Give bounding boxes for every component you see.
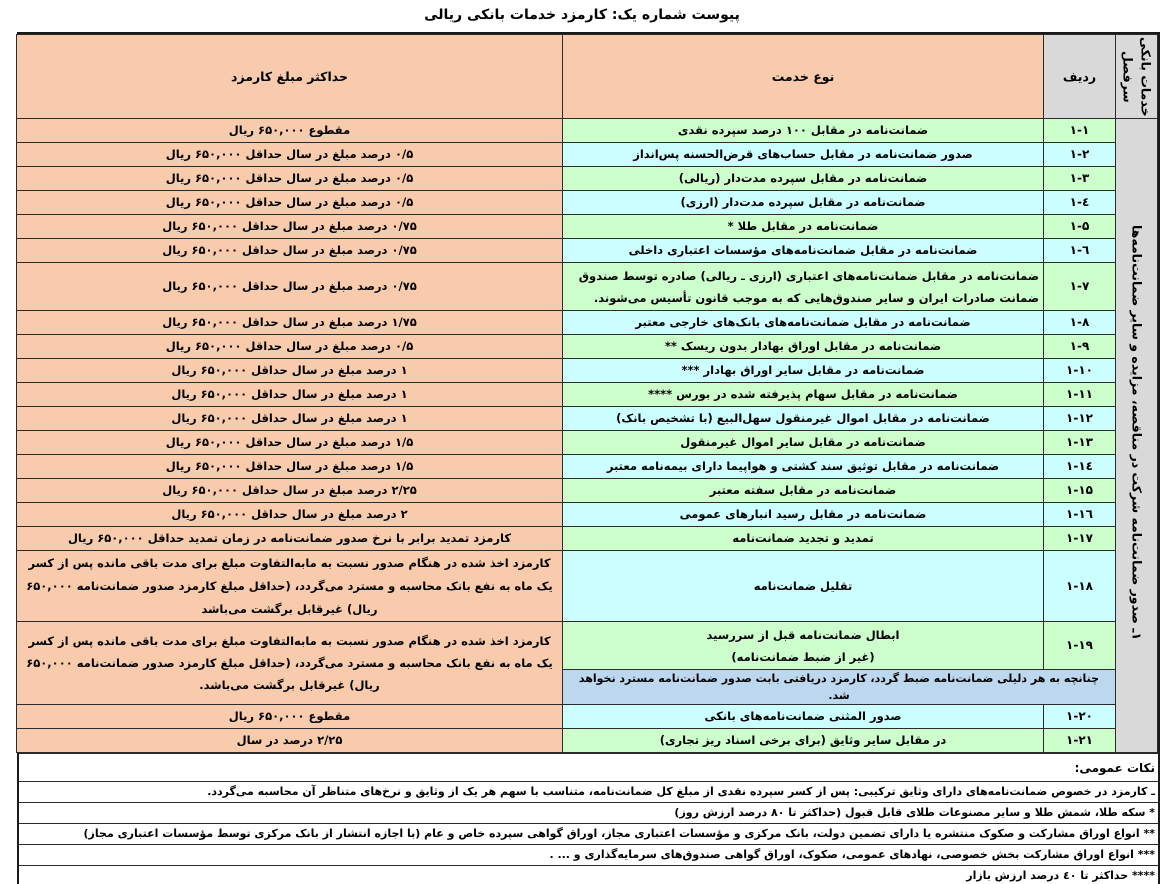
- table-row: [17, 215, 1158, 239]
- row-id: ۱-۱۵: [1044, 479, 1116, 503]
- table-row: [17, 167, 1158, 191]
- row-id: ۱-۱۰: [1044, 359, 1116, 383]
- fee-cell: مقطوع ۶۵۰,۰۰۰ ریال: [17, 119, 563, 143]
- service-cell: ضمانت‌نامه در مقابل اموال غیرمنقول سهل‌البیع (با تشخیص بانک): [563, 407, 1044, 431]
- general-note: *** انواع اوراق مشارکت بخش خصوصی، نهادهای عمومی، صکوک، اوراق گواهی صندوق‌های سرمایه‌گذاری و ... .: [19, 844, 1158, 865]
- service-line: ابطال ضمانت‌نامه قبل از سررسید: [706, 627, 900, 642]
- fee-cell: ۱/۷۵ درصد مبلغ در سال حداقل ۶۵۰,۰۰۰ ریال: [17, 311, 563, 335]
- row-id: ۱-۱٦: [1044, 503, 1116, 527]
- header-max-fee: حداکثر مبلغ کارمزد: [17, 35, 563, 119]
- service-cell: ضمانت‌نامه در مقابل سایر اموال غیرمنقول: [563, 431, 1044, 455]
- row-id: ۱-۱۲: [1044, 407, 1116, 431]
- table-row: [17, 622, 1158, 670]
- service-cell: ضمانت‌نامه در مقابل ضمانت‌نامه‌های اعتباری (ارزی ـ ریالی) صادره توسط صندوق ضمانت صادرات ایران و سایر صندوق‌هایی که به موجب قانون تأسیس می‌شوند.: [563, 263, 1044, 311]
- fee-cell: کارمزد اخذ شده در هنگام صدور نسبت به مابه‌التفاوت مبلغ برای مدت باقی مانده پس از کسر یک ماه به نفع بانک محاسبه و مسترد می‌گردد، (حداقل مبلغ کارمزد صدور ضمانت‌نامه ۶۵۰,۰۰۰ ریال) غیرقابل برگشت می‌باشد: [17, 551, 563, 622]
- document-title: پیوست شماره یک: کارمزد خدمات بانکی ریالی: [424, 7, 740, 23]
- row-id: ۱-۱۳: [1044, 431, 1116, 455]
- row-id: ۱-۳: [1044, 167, 1116, 191]
- fee-cell: ۱/۵ درصد مبلغ در سال حداقل ۶۵۰,۰۰۰ ریال: [17, 455, 563, 479]
- fee-cell: ۰/۷۵ درصد مبلغ در سال حداقل ۶۵۰,۰۰۰ ریال: [17, 239, 563, 263]
- service-cell: ضمانت‌نامه در مقابل سپرده مدت‌دار (ریالی): [563, 167, 1044, 191]
- fee-cell: ۰/۵ درصد مبلغ در سال حداقل ۶۵۰,۰۰۰ ریال: [17, 191, 563, 215]
- fee-cell: ۰/۷۵ درصد مبلغ در سال حداقل ۶۵۰,۰۰۰ ریال: [17, 215, 563, 239]
- forfeit-note: چنانچه به هر دلیلی ضمانت‌نامه ضبط گردد، کارمزد دریافتی بابت صدور ضمانت‌نامه مسترد نخواهد شد.: [563, 670, 1116, 705]
- category-label: ۱ـ صدور ضمانت‌نامه شرکت در مناقصه، مزایده و سایر ضمانت‌نامه‌ها: [1129, 225, 1145, 641]
- fee-cell: ۲/۲۵ درصد در سال: [17, 729, 563, 753]
- table-row: [17, 729, 1158, 753]
- table-row: [17, 311, 1158, 335]
- general-note: * سکه طلا، شمش طلا و سایر مصنوعات طلای قابل قبول (حداکثر تا ۸۰ درصد ارزش روز): [19, 802, 1158, 823]
- row-id: ۱-۲: [1044, 143, 1116, 167]
- general-notes-heading: نکات عمومی:: [19, 753, 1158, 781]
- table-row: [17, 705, 1158, 729]
- general-note: **** حداکثر تا ٤۰ درصد ارزش بازار: [19, 865, 1158, 884]
- table-row: [17, 407, 1158, 431]
- service-cell: صدور المثنی ضمانت‌نامه‌های بانکی: [563, 705, 1044, 729]
- row-id: ۱-۲۱: [1044, 729, 1116, 753]
- fee-cell: ۰/۷۵ درصد مبلغ در سال حداقل ۶۵۰,۰۰۰ ریال: [17, 263, 563, 311]
- table-row: [17, 119, 1158, 143]
- row-id: ۱-۱۸: [1044, 551, 1116, 622]
- fee-cell: ۲/۲۵ درصد مبلغ در سال حداقل ۶۵۰,۰۰۰ ریال: [17, 479, 563, 503]
- fee-cell: ۱ درصد مبلغ در سال حداقل ۶۵۰,۰۰۰ ریال: [17, 407, 563, 431]
- service-cell: [563, 622, 1044, 670]
- row-id: ۱-۷: [1044, 263, 1116, 311]
- table-row: [17, 191, 1158, 215]
- service-line: (غیر از ضبط ضمانت‌نامه): [731, 649, 875, 664]
- header-category: [1116, 35, 1158, 119]
- row-id: ۱-۱: [1044, 119, 1116, 143]
- service-cell: تقلیل ضمانت‌نامه: [563, 551, 1044, 622]
- service-cell: در مقابل سایر وثایق (برای برخی اسناد ریز تجاری): [563, 729, 1044, 753]
- row-id: ۱-۲۰: [1044, 705, 1116, 729]
- service-cell: ضمانت‌نامه در مقابل ضمانت‌نامه‌های بانک‌های خارجی معتبر: [563, 311, 1044, 335]
- service-cell: ضمانت‌نامه در مقابل ۱۰۰ درصد سپرده نقدی: [563, 119, 1044, 143]
- row-id: ۱-۸: [1044, 311, 1116, 335]
- row-id: ۱-٦: [1044, 239, 1116, 263]
- row-id: ۱-٤: [1044, 191, 1116, 215]
- row-id: ۱-۹: [1044, 335, 1116, 359]
- table-row: [17, 455, 1158, 479]
- fee-cell: ۲ درصد مبلغ در سال حداقل ۶۵۰,۰۰۰ ریال: [17, 503, 563, 527]
- row-id: ۱-۱۷: [1044, 527, 1116, 551]
- table-row: [17, 527, 1158, 551]
- table-row: [17, 479, 1158, 503]
- service-cell: ضمانت‌نامه در مقابل سایر اوراق بهادار ***: [563, 359, 1044, 383]
- service-cell: ضمانت‌نامه در مقابل سپرده مدت‌دار (ارزی): [563, 191, 1044, 215]
- table-row: [17, 335, 1158, 359]
- table-row: [17, 503, 1158, 527]
- fee-cell: مقطوع ۶۵۰,۰۰۰ ریال: [17, 705, 563, 729]
- row-id: ۱-۵: [1044, 215, 1116, 239]
- service-cell: ضمانت‌نامه در مقابل سفته معتبر: [563, 479, 1044, 503]
- fee-sheet: [17, 32, 1160, 884]
- header-row-number: ردیف: [1044, 35, 1116, 119]
- fee-cell: ۰/۵ درصد مبلغ در سال حداقل ۶۵۰,۰۰۰ ریال: [17, 335, 563, 359]
- header-service-type: نوع خدمت: [563, 35, 1044, 119]
- service-cell: ضمانت‌نامه در مقابل رسید انبارهای عمومی: [563, 503, 1044, 527]
- service-cell: ضمانت‌نامه در مقابل توثیق سند کشتی و هواپیما دارای بیمه‌نامه معتبر: [563, 455, 1044, 479]
- header-category-line1: خدمات بانکی: [1138, 36, 1154, 117]
- general-notes: [19, 753, 1158, 884]
- row-id: ۱-۱٤: [1044, 455, 1116, 479]
- category-cell: [1116, 119, 1158, 753]
- general-note: ** انواع اوراق مشارکت و صکوک منتشره یا دارای تضمین دولت، بانک مرکزی و مؤسسات اعتباری مجاز، اوراق گواهی سپرده خاص و عام (با اجازه انتشار از بانک مرکزی توسط مؤسسات اعتباری مجاز): [19, 823, 1158, 844]
- general-note: ـ کارمزد در خصوص ضمانت‌نامه‌های دارای وثایق ترکیبی: پس از کسر سپرده نقدی از مبلغ کل ضمانت‌نامه، متناسب با سهم هر یک از وثایق و نرخ‌های متناظر آن محاسبه می‌گردد.: [19, 781, 1158, 802]
- fee-cell: ۰/۵ درصد مبلغ در سال حداقل ۶۵۰,۰۰۰ ریال: [17, 143, 563, 167]
- service-cell: ضمانت‌نامه در مقابل سهام پذیرفته شده در بورس ****: [563, 383, 1044, 407]
- table-row: [17, 239, 1158, 263]
- fee-table: [16, 34, 1158, 753]
- row-id: ۱-۱۱: [1044, 383, 1116, 407]
- table-row: [17, 383, 1158, 407]
- fee-cell: ۰/۵ درصد مبلغ در سال حداقل ۶۵۰,۰۰۰ ریال: [17, 167, 563, 191]
- fee-cell: کارمزد تمدید برابر با نرخ صدور ضمانت‌نامه در زمان تمدید حداقل ۶۵۰,۰۰۰ ریال: [17, 527, 563, 551]
- fee-cell: ۱ درصد مبلغ در سال حداقل ۶۵۰,۰۰۰ ریال: [17, 359, 563, 383]
- service-cell: صدور ضمانت‌نامه در مقابل حساب‌های قرض‌الحسنه پس‌انداز: [563, 143, 1044, 167]
- table-row: [17, 359, 1158, 383]
- table-row: [17, 143, 1158, 167]
- fee-cell: ۱ درصد مبلغ در سال حداقل ۶۵۰,۰۰۰ ریال: [17, 383, 563, 407]
- service-cell: ضمانت‌نامه در مقابل اوراق بهادار بدون ریسک **: [563, 335, 1044, 359]
- service-cell: ضمانت‌نامه در مقابل ضمانت‌نامه‌های مؤسسات اعتباری داخلی: [563, 239, 1044, 263]
- service-cell: تمدید و تجدید ضمانت‌نامه: [563, 527, 1044, 551]
- row-id: ۱-۱۹: [1044, 622, 1116, 670]
- header-row: [17, 35, 1158, 119]
- service-cell: ضمانت‌نامه در مقابل طلا *: [563, 215, 1044, 239]
- fee-cell: کارمزد اخذ شده در هنگام صدور نسبت به مابه‌التفاوت مبلغ برای مدت باقی مانده پس از کسر یک ماه به نفع بانک محاسبه و مسترد می‌گردد، (حداقل مبلغ کارمزد صدور ضمانت‌نامه ۶۵۰,۰۰۰ ریال) غیرقابل برگشت می‌باشد.: [17, 622, 563, 705]
- header-category-line2: سرفصل: [1120, 50, 1136, 103]
- fee-cell: ۱/۵ درصد مبلغ در سال حداقل ۶۵۰,۰۰۰ ریال: [17, 431, 563, 455]
- table-row: [17, 263, 1158, 311]
- table-row: [17, 431, 1158, 455]
- table-row: [17, 551, 1158, 622]
